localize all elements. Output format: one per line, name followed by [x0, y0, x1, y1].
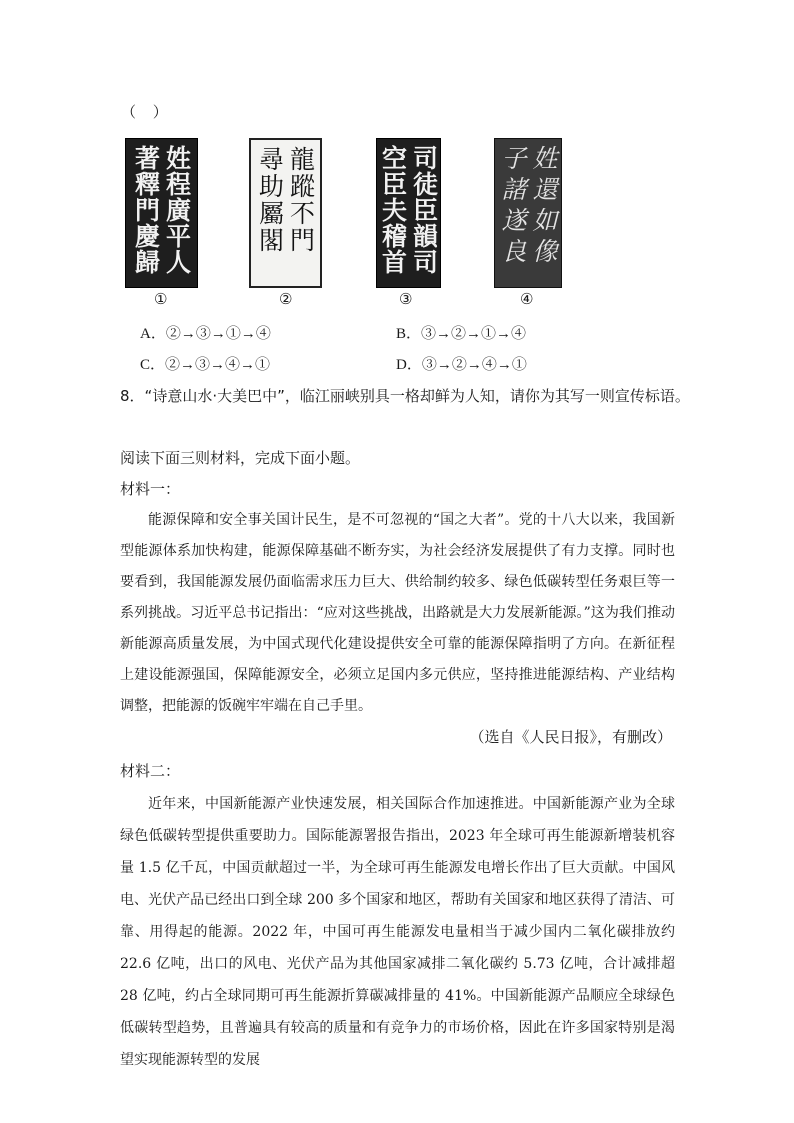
plate-3-number: ③	[399, 290, 413, 308]
material-2-label: 材料二：	[120, 762, 181, 780]
plate-3-column-1: 司徒臣韻司	[409, 145, 439, 275]
plate-1-column-1: 姓程廣平人	[162, 145, 192, 275]
plate-4-number: ④	[520, 290, 534, 308]
answer-parentheses: （ ）	[121, 103, 174, 121]
calligraphy-plate-3	[376, 138, 441, 288]
plate-2-column-1: 龍蹤不門	[286, 146, 316, 254]
calligraphy-plate-1	[125, 138, 198, 288]
plate-1-number: ①	[154, 290, 168, 308]
option-b[interactable]: B．③→②→①→④	[396, 326, 527, 342]
material-2-text: 近年来，中国新能源产业快速发展，相关国际合作加速推进。中国新能源产业为全球绿色低碳转型提供重要助力。国际能源署报告指出，2023 年全球可再生能源新增装机容量 1.5 亿千瓦，中国贡献超过一半，为全球可再生能源发电增长作出了巨大贡献。中国风电、光伏产品已经出口到全球 200 多个国家和地区，帮助有关国家和地区获得了清洁、可靠、用得起的能源。2022 年，中国可再生能源发电量相当于减少国内二氧化碳排放约 22.6 亿吨，出口的风电、光伏产品为其他国家减排二氧化碳约 5.73 亿吨，合计减排超 28 亿吨，约占全球同期可再生能源折算碳减排量的 41%。中国新能源产品顺应全球绿色低碳转型趋势，且普遍具有较高的质量和有竞争力的市场价格，因此在许多国家特别是渴望实现能源转型的发展	[120, 796, 675, 1068]
material-1-source: （选自《人民日报》，有删改）	[469, 728, 672, 746]
plate-3-column-2: 空臣夫稽首	[378, 145, 408, 275]
plate-2-column-2: 尋助屬閣	[255, 146, 285, 254]
plate-4-column-2: 子諸遂良	[498, 145, 527, 269]
reading-intro: 阅读下面三则材料，完成下面小题。	[120, 449, 361, 467]
plate-4-column-1: 姓還如像	[529, 145, 558, 269]
option-a[interactable]: A．②→③→①→④	[140, 326, 271, 342]
question-8: 8．“诗意山水·大美巴中”，临江丽峡别具一格却鲜为人知，请你为其写一则宣传标语。	[120, 387, 690, 405]
plate-2-number: ②	[279, 290, 293, 308]
material-1-label: 材料一：	[120, 480, 181, 498]
plate-1-column-2: 著釋門慶歸	[131, 145, 161, 275]
calligraphy-plate-4	[494, 138, 562, 288]
material-1-text: 能源保障和安全事关国计民生，是不可忽视的“国之大者”。党的十八大以来，我国新型能源体系加快构建，能源保障基础不断夯实，为社会经济发展提供了有力支撑。同时也要看到，我国能源发展仍面临需求压力巨大、供给制约较多、绿色低碳转型任务艰巨等一系列挑战。习近平总书记指出：“应对这些挑战，出路就是大力发展新能源。”这为我们推动新能源高质量发展，为中国式现代化建设提供安全可靠的能源保障指明了方向。在新征程上建设能源强国，保障能源安全，必须立足国内多元供应，坚持推进能源结构、产业结构调整，把能源的饭碗牢牢端在自己手里。	[120, 512, 675, 714]
option-c[interactable]: C．②→③→④→①	[140, 357, 271, 373]
calligraphy-plate-2	[249, 138, 322, 288]
option-d[interactable]: D．③→②→④→①	[396, 357, 527, 373]
